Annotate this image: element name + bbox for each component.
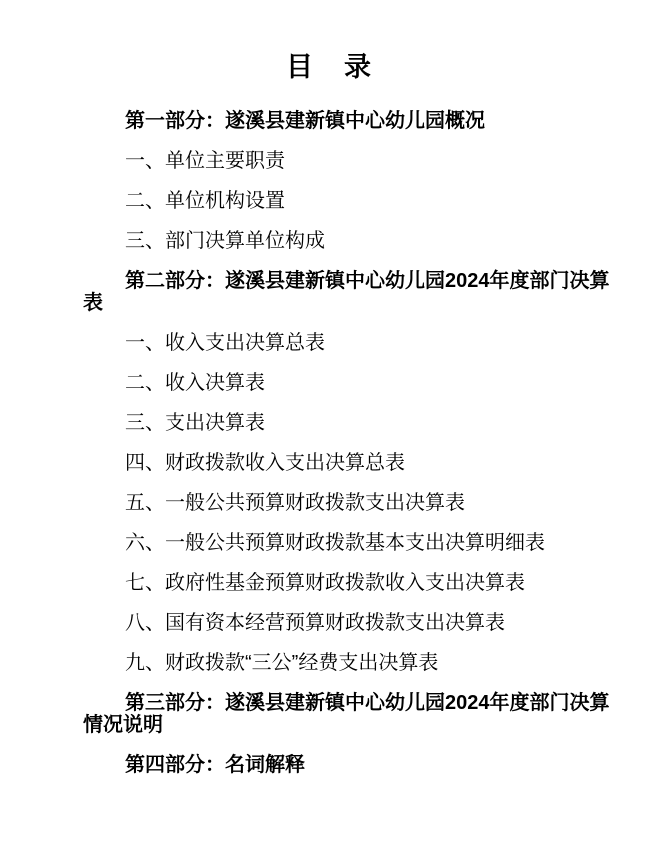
toc-item: 九、财政拨款“三公”经费支出决算表: [125, 652, 439, 674]
toc-item: 二、收入决算表: [125, 372, 265, 394]
document-title: 目 录: [286, 52, 373, 82]
toc-item: 七、政府性基金预算财政拨款收入支出决算表: [125, 572, 525, 594]
toc-item: 二、单位机构设置: [125, 190, 285, 212]
toc-item: 四、财政拨款收入支出决算总表: [125, 452, 405, 474]
toc-section-heading-2: 第二部分：遂溪县建新镇中心幼儿园2024年度部门决算表: [83, 270, 610, 314]
toc-item: 一、单位主要职责: [125, 150, 285, 172]
toc-item: 一、收入支出决算总表: [125, 332, 325, 354]
toc-item: 三、支出决算表: [125, 412, 265, 434]
toc-section-heading-3: 第三部分：遂溪县建新镇中心幼儿园2024年度部门决算情况说明: [83, 692, 610, 736]
toc-section-heading-1: 第一部分：遂溪县建新镇中心幼儿园概况: [125, 110, 485, 132]
table-of-contents: [0, 110, 659, 776]
toc-item: 八、国有资本经营预算财政拨款支出决算表: [125, 612, 505, 634]
toc-item: 五、一般公共预算财政拨款支出决算表: [125, 492, 465, 514]
toc-section-heading-4: 第四部分：名词解释: [125, 754, 305, 776]
toc-item: 六、一般公共预算财政拨款基本支出决算明细表: [125, 532, 545, 554]
toc-item: 三、部门决算单位构成: [125, 230, 325, 252]
